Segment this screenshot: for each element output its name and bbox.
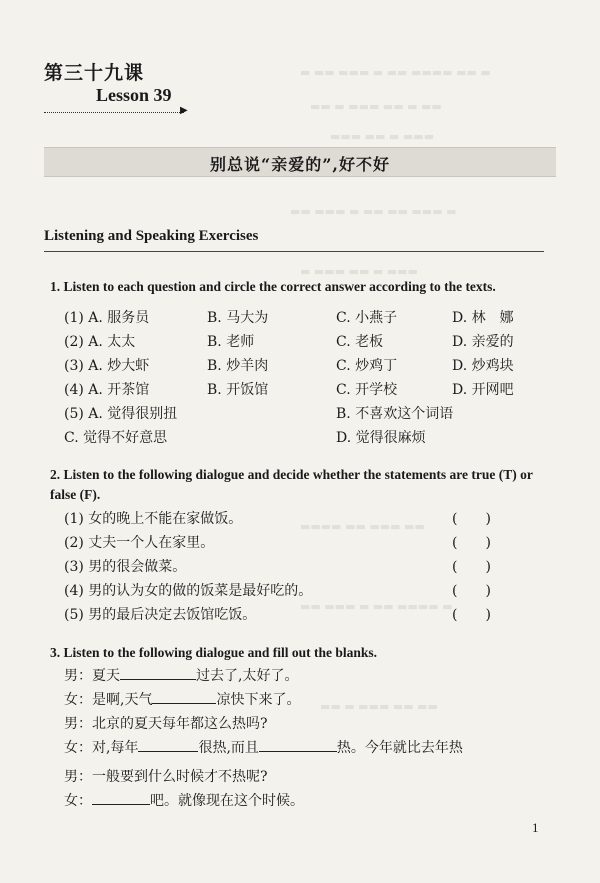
- question-1-prompt: 1. Listen to each question and circle the correct answer according to the texts.: [50, 279, 496, 294]
- dialogue-line: 男：一般要到什么时候才不热呢?: [64, 769, 268, 785]
- q2-statement: (5) 男的最后决定去饭馆吃饭。: [64, 607, 257, 623]
- question-2-prompt: 2. Listen to the following dialogue and decide whether the statements are true (T) or false (F).: [50, 467, 533, 502]
- dialogue-line: [64, 689, 300, 709]
- q1-option-c[interactable]: C. 炒鸡丁: [336, 358, 398, 374]
- fill-blank[interactable]: [259, 737, 337, 752]
- q1-option-a[interactable]: (3) A. 炒大虾: [64, 358, 150, 374]
- q1-option-c[interactable]: C. 开学校: [336, 382, 398, 398]
- q1-option-d[interactable]: D. 开网吧: [452, 382, 514, 398]
- dialogue-line: [64, 790, 304, 810]
- fill-blank[interactable]: [138, 737, 198, 752]
- q2-answer-box[interactable]: ( ): [452, 583, 491, 599]
- q2-answer-box[interactable]: ( ): [452, 559, 491, 575]
- q2-statement: (1) 女的晚上不能在家做饭。: [64, 511, 243, 527]
- q1-option-c[interactable]: C. 觉得不好意思: [64, 430, 168, 446]
- dialogue-text: 女：是啊,天气: [64, 692, 153, 708]
- dialogue-text: 过去了,太好了。: [196, 668, 299, 684]
- q1-option-b[interactable]: B. 不喜欢这个词语: [336, 406, 454, 422]
- q1-option-c[interactable]: C. 老板: [336, 334, 384, 350]
- dialogue-text: 吧。就像现在这个时候。: [150, 793, 304, 809]
- arrow-icon: ▶: [180, 105, 188, 116]
- q2-answer-box[interactable]: ( ): [452, 607, 491, 623]
- q2-answer-box[interactable]: ( ): [452, 511, 491, 527]
- lesson-title-rule: [44, 112, 184, 113]
- q2-statement: (2) 丈夫一个人在家里。: [64, 535, 215, 551]
- dialogue-line: 男：北京的夏天每年都这么热吗?: [64, 716, 268, 732]
- q2-statement: (3) 男的很会做菜。: [64, 559, 187, 575]
- dialogue-line: [64, 737, 463, 757]
- q1-option-d[interactable]: D. 林 娜: [452, 310, 514, 326]
- textbook-page: ▬ ▬▬ ▬▬▬ ▬ ▬▬ ▬▬▬▬ ▬▬ ▬ ▬▬ ▬ ▬▬▬ ▬▬ ▬ ▬▬ ▬▬▬ ▬▬ ▬ ▬▬▬ ▬▬ ▬▬▬ ▬ ▬▬ ▬▬ ▬▬▬ ▬ ▬ ▬▬▬ ▬▬ ▬ ▬▬▬ ▬▬▬▬ ▬▬ ▬▬▬ ▬▬ ▬▬ ▬▬▬ ▬ ▬▬ ▬▬▬▬ ▬ ▬▬ ▬ ▬▬▬ ▬▬ ▬▬ 第三十九课 Lesson 39 ▶ 别总说“亲爱的”,好不好 Listening and Speaking Exercises 1. Listen to each question and circle the correct answer according to the texts. (1) A. 服务员 B. 马大为 C. 小燕子 D. 林 娜 (2) A. 太太 B. 老师 C. 老板 D. 亲爱的 (3) A. 炒大虾 B. 炒羊肉 C. 炒鸡丁 D. 炒鸡块 (4) A. 开茶馆 B. 开饭馆 C. 开学校 D. 开网吧 (5) A. 觉得很别扭 B. 不喜欢这个词语 C. 觉得不好意思 D. 觉得很麻烦 2. Listen to the following dialogue and decide whether the statements are true (T) or false (F). (1) 女的晚上不能在家做饭。 ( ) (2) 丈夫一个人在家里。 ( ) (3) 男的很会做菜。 ( ) (4) 男的认为女的做的饭菜是最好吃的。 ( ) (5) 男的最后决定去饭馆吃饭。 ( ) 3. Listen to the following dialogue and fill out the blanks. 男：夏天 过去了,太好了。 女：是啊,天气 凉快下来了。 男：北京的夏天每年都这么热吗? 女：对,每年 很热,而且 热。今年就比去年热 男：一般要到什么时候才不热呢? 女： 吧。就像现在这个时候。 1: [0, 0, 600, 883]
- question-3-prompt: 3. Listen to the following dialogue and fill out the blanks.: [50, 645, 378, 660]
- q1-option-d[interactable]: D. 炒鸡块: [452, 358, 514, 374]
- dialogue-text: 男：夏天: [64, 668, 120, 684]
- q1-option-b[interactable]: B. 马大为: [207, 310, 269, 326]
- page-number: 1: [532, 820, 539, 835]
- fill-blank[interactable]: [92, 790, 150, 805]
- q1-option-d[interactable]: D. 亲爱的: [452, 334, 514, 350]
- dialogue-text: 女：: [64, 793, 92, 809]
- fill-blank[interactable]: [120, 665, 196, 680]
- lesson-title-chinese: 第三十九课: [44, 62, 145, 84]
- q2-statement: (4) 男的认为女的做的饭菜是最好吃的。: [64, 583, 313, 599]
- lesson-title-english: Lesson 39: [96, 85, 172, 105]
- dialogue-text: 很热,而且: [198, 740, 259, 756]
- q1-option-a[interactable]: (1) A. 服务员: [64, 310, 150, 326]
- dialogue-line: [64, 665, 298, 685]
- dialogue-text: 热。今年就比去年热: [336, 740, 463, 756]
- section-heading: Listening and Speaking Exercises: [44, 228, 544, 252]
- lesson-banner: [44, 147, 556, 177]
- q1-option-a[interactable]: (2) A. 太太: [64, 334, 136, 350]
- q1-option-a[interactable]: (4) A. 开茶馆: [64, 382, 150, 398]
- dialogue-text: 女：对,每年: [64, 740, 139, 756]
- q1-option-b[interactable]: B. 炒羊肉: [207, 358, 269, 374]
- q1-option-a[interactable]: (5) A. 觉得很别扭: [64, 406, 178, 422]
- dialogue-text: 凉快下来了。: [216, 692, 301, 708]
- q1-option-c[interactable]: C. 小燕子: [336, 310, 398, 326]
- lesson-subtitle: 别总说“亲爱的”,好不好: [210, 155, 390, 174]
- q1-option-d[interactable]: D. 觉得很麻烦: [336, 430, 426, 446]
- q1-option-b[interactable]: B. 开饭馆: [207, 382, 269, 398]
- fill-blank[interactable]: [152, 689, 216, 704]
- q1-option-b[interactable]: B. 老师: [207, 334, 255, 350]
- q2-answer-box[interactable]: ( ): [452, 535, 491, 551]
